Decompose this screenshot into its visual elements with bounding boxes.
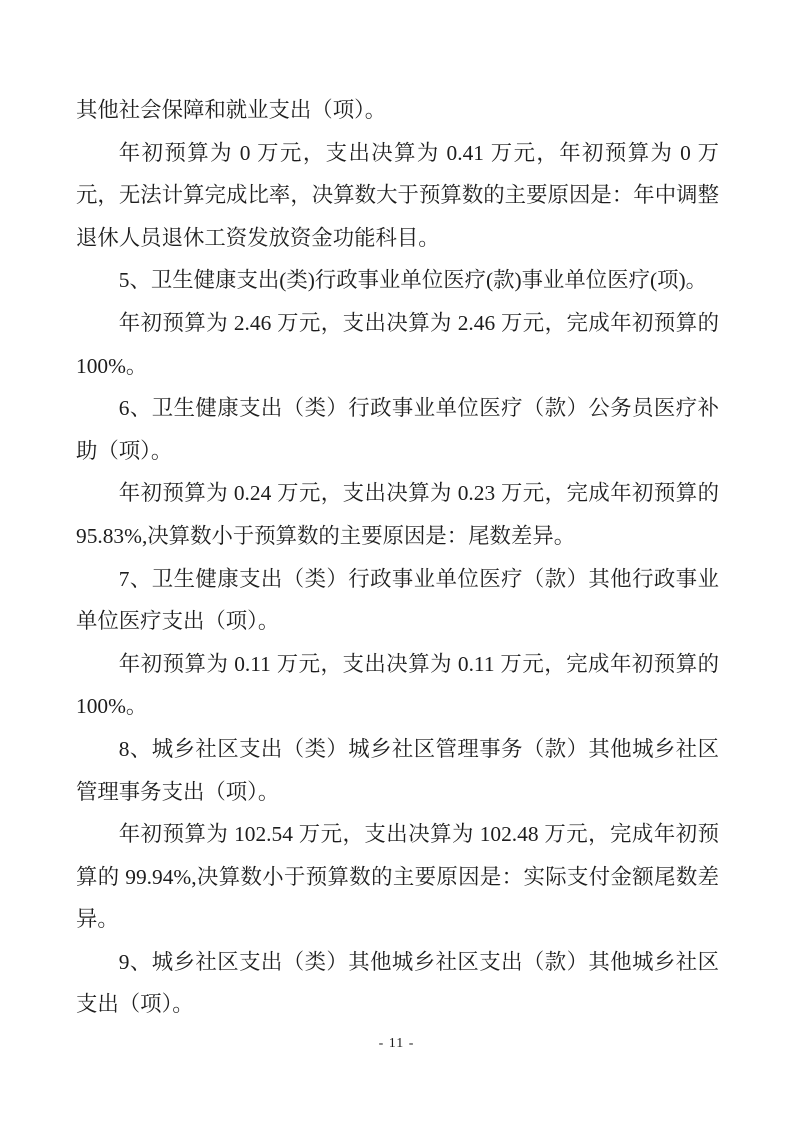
page-body	[76, 89, 719, 1026]
paragraph: 其他社会保障和就业支出（项）。	[76, 98, 387, 122]
paragraph: 年初预算为 0 万元，支出决算为 0.41 万元，年初预算为 0 万元，无法计算完成比率，决算数大于预算数的主要原因是：年中调整退休人员退休工资发放资金功能科目。	[76, 140, 719, 250]
paragraph: 6、卫生健康支出（类）行政事业单位医疗（款）公务员医疗补助（项）。	[76, 396, 719, 463]
paragraph: 7、卫生健康支出（类）行政事业单位医疗（款）其他行政事业单位医疗支出（项）。	[76, 566, 719, 634]
paragraph: 年初预算为 0.11 万元，支出决算为 0.11 万元，完成年初预算的 100%。	[76, 651, 719, 719]
paragraph: 5、卫生健康支出(类)行政事业单位医疗(款)事业单位医疗(项)。	[118, 268, 707, 293]
paragraph: 年初预算为 0.24 万元，支出决算为 0.23 万元，完成年初预算的 95.83%,决算数小于预算数的主要原因是：尾数差异。	[76, 481, 719, 548]
page-number: - 11 -	[378, 1036, 415, 1051]
paragraph: 年初预算为 2.46 万元，支出决算为 2.46 万元，完成年初预算的 100%。	[76, 310, 719, 378]
paragraph: 8、城乡社区支出（类）城乡社区管理事务（款）其他城乡社区管理事务支出（项）。	[76, 736, 719, 804]
paragraph: 年初预算为 102.54 万元，支出决算为 102.48 万元，完成年初预算的 99.94%,决算数小于预算数的主要原因是：实际支付金额尾数差异。	[76, 822, 719, 932]
paragraph: 9、城乡社区支出（类）其他城乡社区支出（款）其他城乡社区支出（项）。	[76, 949, 719, 1017]
